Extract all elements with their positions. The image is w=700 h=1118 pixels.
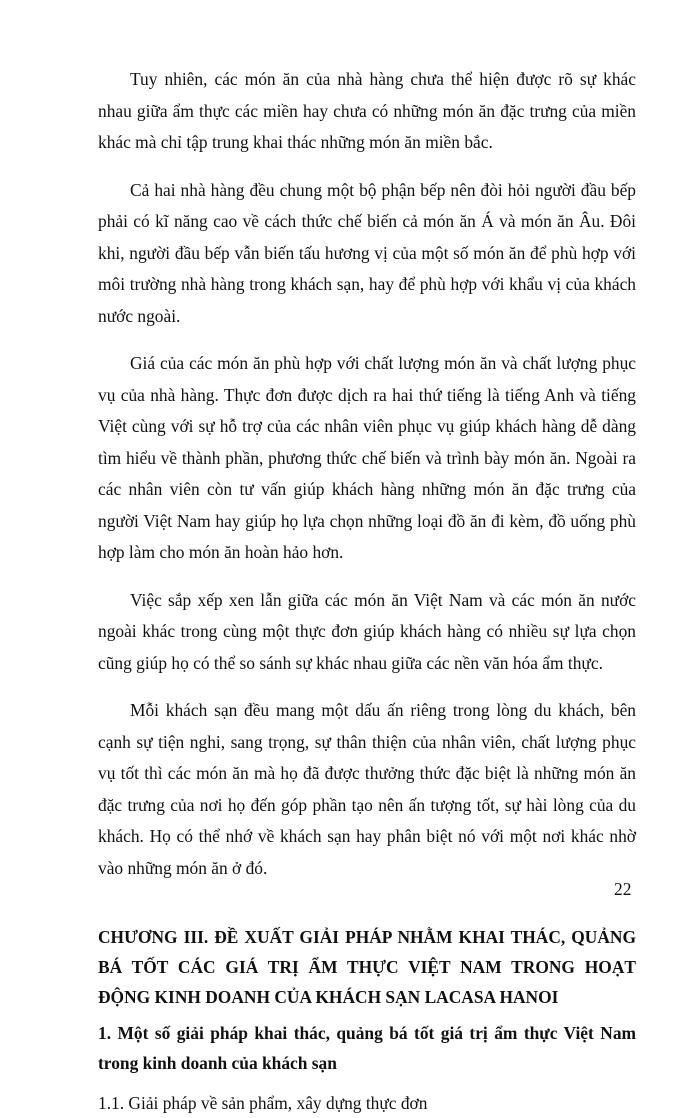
paragraph-hotel-impression: Mỗi khách sạn đều mang một dấu ấn riêng trong lòng du khách, bên cạnh sự tiện nghi, sang trọng, sự thân thiện của nhân viên, chất lượng phục vụ tốt thì các món ăn mà họ đã được thưởng thức đặc biệt là những món ăn đặc trưng của nơi họ đến góp phần tạo nên ấn tượng tốt, sự hài lòng của du khách. Họ có thể nhớ về khách sạn hay phân biệt nó với một nơi khác nhờ vào những món ăn ở đó. [98, 700, 636, 878]
paragraph-pricing-and-menu: Giá của các món ăn phù hợp với chất lượng món ăn và chất lượng phục vụ của nhà hàng. Thực đơn được dịch ra hai thứ tiếng là tiếng Anh và tiếng Việt cùng với sự hỗ trợ của các nhân viên phục vụ giúp khách hàng dễ dàng tìm hiểu về thành phần, phương thức chế biến và trình bày món ăn. Ngoài ra các nhân viên còn tư vấn giúp khách hàng những món ăn đặc trưng của người Việt Nam hay giúp họ lựa chọn những loại đồ ăn đi kèm, đồ uống phù hợp làm cho món ăn hoàn hảo hơn. [98, 353, 636, 562]
section-heading: 1. Một số giải pháp khai thác, quảng bá tốt giá trị ẩm thực Việt Nam trong kinh doanh của khách sạn [98, 1023, 636, 1073]
chapter-heading: CHƯƠNG III. ĐỀ XUẤT GIẢI PHÁP NHẰM KHAI THÁC, QUẢNG BÁ TỐT CÁC GIÁ TRỊ ẨM THỰC VIỆT NAM TRONG HOẠT ĐỘNG KINH DOANH CỦA KHÁCH SẠN LACASA HANOI [98, 927, 636, 1007]
subsection-heading: 1.1. Giải pháp về sản phẩm, xây dựng thực đơn [98, 1093, 428, 1113]
page-number: 22 [614, 879, 632, 899]
paragraph-menu-regional-limitation: Tuy nhiên, các món ăn của nhà hàng chưa thể hiện được rõ sự khác nhau giữa ẩm thực các miền hay chưa có những món ăn đặc trưng của miền khác mà chỉ tập trung khai thác những món ăn miền bắc. [98, 69, 636, 152]
paragraph-shared-kitchen: Cả hai nhà hàng đều chung một bộ phận bếp nên đòi hỏi người đầu bếp phải có kĩ năng cao về cách thức chế biến cả món ăn Á và món ăn Âu. Đôi khi, người đầu bếp vẫn biến tấu hương vị của một số món ăn để phù hợp với môi trường nhà hàng trong khách sạn, hay để phù hợp với khẩu vị của khách nước ngoài. [98, 179, 636, 326]
paragraph-menu-arrangement: Việc sắp xếp xen lẫn giữa các món ăn Việt Nam và các món ăn nước ngoài khác trong cùng một thực đơn giúp khách hàng có nhiều sự lựa chọn cũng giúp họ có thể so sánh sự khác nhau giữa các nền văn hóa ẩm thực. [98, 589, 636, 673]
